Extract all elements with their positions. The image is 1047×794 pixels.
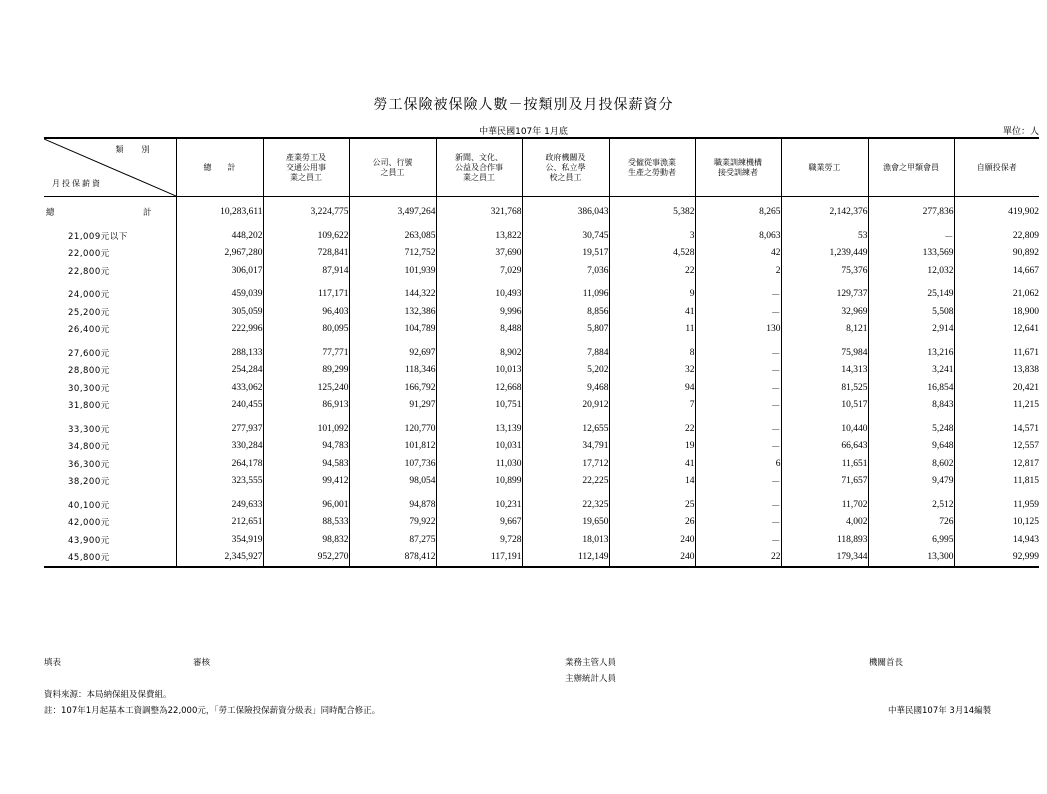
footer-supervisor: 業務主管人員	[565, 658, 617, 668]
row-label: 40,100元	[68, 500, 110, 511]
table-cell: 41	[609, 303, 695, 321]
table-cell: 9,468	[522, 379, 609, 397]
table-cell: 22,225	[522, 473, 609, 491]
table-cell: 96,403	[263, 303, 349, 321]
table-cell: 101,812	[349, 438, 436, 456]
table-cell: 20,421	[954, 379, 1039, 397]
row-label: 25,200元	[68, 307, 110, 318]
table-cell: 13,838	[954, 362, 1039, 380]
column-header: 新聞、文化、 公益及合作事 業之員工	[436, 138, 522, 197]
table-cell: 11,702	[781, 496, 868, 514]
table-row	[44, 549, 1039, 568]
table-cell: 94,878	[349, 496, 436, 514]
table-cell: 11,215	[954, 397, 1039, 415]
table-cell: 19,650	[522, 514, 609, 532]
table-cell: －	[695, 286, 781, 304]
table-cell: 90,892	[954, 245, 1039, 263]
table-cell: 10,899	[436, 473, 522, 491]
table-cell: －	[695, 531, 781, 549]
table-cell: 34,791	[522, 438, 609, 456]
table-cell: 30,745	[522, 227, 609, 245]
table-cell: 263,085	[349, 227, 436, 245]
table-cell: 22	[609, 262, 695, 280]
row-label: 45,800元	[44, 549, 176, 568]
table-cell: －	[695, 362, 781, 380]
row-label: 36,300元	[68, 459, 110, 470]
insured-persons-table	[44, 137, 1039, 568]
table-cell: 10,031	[436, 438, 522, 456]
table-cell: 7,029	[436, 262, 522, 280]
table-cell: 277,937	[176, 420, 263, 438]
table-cell: 12,668	[436, 379, 522, 397]
table-row	[44, 262, 1039, 280]
table-cell: 6	[695, 455, 781, 473]
table-cell: 81,525	[781, 379, 868, 397]
table-cell: 305,059	[176, 303, 263, 321]
table-cell: 112,149	[522, 549, 609, 568]
table-cell: 11,030	[436, 455, 522, 473]
table-row	[44, 344, 1039, 362]
table-cell: 32,969	[781, 303, 868, 321]
table-cell: 99,412	[263, 473, 349, 491]
column-header: 漁會之甲類會員	[868, 138, 954, 197]
table-cell: 109,622	[263, 227, 349, 245]
table-cell: 75,984	[781, 344, 868, 362]
table-cell: －	[868, 227, 954, 245]
table-cell: 13,822	[436, 227, 522, 245]
table-cell: 8,265	[695, 197, 781, 228]
table-cell: 18,900	[954, 303, 1039, 321]
table-cell: 9,728	[436, 531, 522, 549]
table-cell: 17,712	[522, 455, 609, 473]
table-cell: 10,283,611	[176, 197, 263, 228]
column-header: 自願投保者	[954, 138, 1039, 197]
table-cell: 118,346	[349, 362, 436, 380]
unit-label: 單位：人	[1002, 127, 1039, 137]
table-cell: 8,843	[868, 397, 954, 415]
table-cell: 92,999	[954, 549, 1039, 568]
table-cell: 2,345,927	[176, 549, 263, 568]
table-cell: 240,455	[176, 397, 263, 415]
table-row	[44, 303, 1039, 321]
table-cell: －	[695, 473, 781, 491]
table-cell: 10,013	[436, 362, 522, 380]
table-cell: 240	[609, 549, 695, 568]
table-cell: 240	[609, 531, 695, 549]
table-cell: －	[695, 420, 781, 438]
table-cell: 104,789	[349, 321, 436, 339]
table-row	[44, 227, 1039, 245]
table-cell: 79,922	[349, 514, 436, 532]
table-cell: 66,643	[781, 438, 868, 456]
footer-review: 審核	[193, 658, 211, 668]
table-cell: 32	[609, 362, 695, 380]
table-cell: 10,517	[781, 397, 868, 415]
header-row	[44, 138, 1039, 197]
table-cell: 878,412	[349, 549, 436, 568]
table-cell: 120,770	[349, 420, 436, 438]
table-cell: 117,191	[436, 549, 522, 568]
table-row	[44, 362, 1039, 380]
column-header: 總 計	[176, 138, 263, 197]
table-cell: 144,322	[349, 286, 436, 304]
table-cell: 2,512	[868, 496, 954, 514]
table-cell: 11,959	[954, 496, 1039, 514]
table-cell: 728,841	[263, 245, 349, 263]
table-cell: 2,142,376	[781, 197, 868, 228]
corner-bottom-label: 月投保薪資	[52, 179, 102, 188]
table-cell: 14,943	[954, 531, 1039, 549]
table-cell: －	[695, 344, 781, 362]
row-label: 21,009元以下	[68, 231, 128, 242]
column-header: 政府機關及 公、私立學 校之員工	[522, 138, 609, 197]
row-label: 30,300元	[68, 383, 110, 394]
table-cell: 277,836	[868, 197, 954, 228]
table-cell: 10,440	[781, 420, 868, 438]
total-row	[44, 197, 1039, 228]
table-cell: 101,939	[349, 262, 436, 280]
table-cell: 323,555	[176, 473, 263, 491]
table-cell: 98,054	[349, 473, 436, 491]
table-row	[44, 514, 1039, 532]
table-cell: 13,216	[868, 344, 954, 362]
table-cell: 179,344	[781, 549, 868, 568]
table-cell: 419,902	[954, 197, 1039, 228]
row-label	[44, 197, 176, 228]
row-label: 38,200元	[68, 477, 110, 488]
table-cell: 118,893	[781, 531, 868, 549]
table-cell: 952,270	[263, 549, 349, 568]
table-cell: 8,121	[781, 321, 868, 339]
column-header: 受僱從事漁業 生產之勞動者	[609, 138, 695, 197]
row-label: 28,800元	[68, 366, 110, 377]
row-label: 34,800元	[68, 442, 110, 453]
table-cell: 433,062	[176, 379, 263, 397]
table-cell: 10,751	[436, 397, 522, 415]
table-cell: 25	[609, 496, 695, 514]
table-cell: 75,376	[781, 262, 868, 280]
table-cell: 89,299	[263, 362, 349, 380]
table-cell: 14,571	[954, 420, 1039, 438]
table-cell: 12,557	[954, 438, 1039, 456]
table-cell: 8	[609, 344, 695, 362]
table-cell: 4,528	[609, 245, 695, 263]
table-cell: 22,325	[522, 496, 609, 514]
table-cell: 77,771	[263, 344, 349, 362]
table-cell: 9,648	[868, 438, 954, 456]
corner-header	[44, 138, 176, 197]
total-label-second: 計	[143, 208, 153, 218]
table-cell: 3,224,775	[263, 197, 349, 228]
row-label: 27,600元	[68, 348, 110, 359]
table-cell: 94,783	[263, 438, 349, 456]
table-cell: 11,671	[954, 344, 1039, 362]
table-cell: 2,967,280	[176, 245, 263, 263]
table-cell: 354,919	[176, 531, 263, 549]
table-cell: 264,178	[176, 455, 263, 473]
table-cell: 321,768	[436, 197, 522, 228]
table-cell: 80,095	[263, 321, 349, 339]
table-cell: 130	[695, 321, 781, 339]
table-cell: 726	[868, 514, 954, 532]
table-cell: 386,043	[522, 197, 609, 228]
table-row	[44, 379, 1039, 397]
row-label: 26,400元	[68, 325, 110, 336]
table-cell: 53	[781, 227, 868, 245]
table-cell: 22	[695, 549, 781, 568]
footer-chief: 機關首長	[869, 658, 904, 668]
table-cell: 86,913	[263, 397, 349, 415]
table-cell: 117,171	[263, 286, 349, 304]
table-cell: 8,063	[695, 227, 781, 245]
table-subtitle: 中華民國107年 1月底	[479, 127, 568, 137]
table-cell: 9	[609, 286, 695, 304]
table-cell: 712,752	[349, 245, 436, 263]
table-cell: 41	[609, 455, 695, 473]
table-row	[44, 321, 1039, 339]
total-label-first: 總	[46, 208, 56, 218]
column-header: 職業勞工	[781, 138, 868, 197]
table-cell: 2,914	[868, 321, 954, 339]
table-cell: 13,300	[868, 549, 954, 568]
table-cell: 94,583	[263, 455, 349, 473]
table-cell: 88,533	[263, 514, 349, 532]
table-cell: 3,241	[868, 362, 954, 380]
table-cell: 306,017	[176, 262, 263, 280]
table-cell: 42	[695, 245, 781, 263]
table-cell: 212,651	[176, 514, 263, 532]
column-header: 產業勞工及 交通公用事 業之員工	[263, 138, 349, 197]
table-cell: 101,092	[263, 420, 349, 438]
table-cell: 4,002	[781, 514, 868, 532]
row-label: 42,000元	[68, 518, 110, 529]
table-cell: 8,488	[436, 321, 522, 339]
table-cell: 22	[609, 420, 695, 438]
table-cell: 132,386	[349, 303, 436, 321]
row-label: 24,000元	[68, 290, 110, 301]
table-cell: 222,996	[176, 321, 263, 339]
table-cell: 5,382	[609, 197, 695, 228]
table-cell: 14,313	[781, 362, 868, 380]
table-cell: 11	[609, 321, 695, 339]
table-cell: 9,667	[436, 514, 522, 532]
table-row	[44, 420, 1039, 438]
table-cell: 5,202	[522, 362, 609, 380]
corner-top-label: 類別	[115, 145, 168, 154]
table-row	[44, 245, 1039, 263]
footer-date: 中華民國107年 3月14編製	[888, 706, 992, 716]
footer-fill: 填表	[44, 658, 62, 668]
table-row	[44, 496, 1039, 514]
table-cell: 12,032	[868, 262, 954, 280]
table-cell: 8,856	[522, 303, 609, 321]
table-cell: 91,297	[349, 397, 436, 415]
table-cell: 8,602	[868, 455, 954, 473]
row-label: 22,800元	[68, 266, 110, 277]
table-cell: 20,912	[522, 397, 609, 415]
table-row	[44, 397, 1039, 415]
table-cell: 6,995	[868, 531, 954, 549]
table-cell: 11,096	[522, 286, 609, 304]
table-cell: 5,508	[868, 303, 954, 321]
table-cell: 125,240	[263, 379, 349, 397]
table-cell: 1,239,449	[781, 245, 868, 263]
table-cell: 19,517	[522, 245, 609, 263]
row-label: 22,000元	[68, 249, 110, 260]
table-cell: 98,832	[263, 531, 349, 549]
table-cell: 26	[609, 514, 695, 532]
table-cell: 11,815	[954, 473, 1039, 491]
table-cell: 254,284	[176, 362, 263, 380]
row-label: 33,300元	[68, 424, 110, 435]
table-cell: 12,641	[954, 321, 1039, 339]
table-cell: 129,737	[781, 286, 868, 304]
table-cell: －	[695, 303, 781, 321]
column-header: 公司、行號 之員工	[349, 138, 436, 197]
table-cell: 9,996	[436, 303, 522, 321]
table-cell: 92,697	[349, 344, 436, 362]
table-cell: 14,667	[954, 262, 1039, 280]
table-cell: 7	[609, 397, 695, 415]
table-cell: 133,569	[868, 245, 954, 263]
column-header: 職業訓練機構 接受訓練者	[695, 138, 781, 197]
table-cell: 7,884	[522, 344, 609, 362]
table-cell: 288,133	[176, 344, 263, 362]
row-label: 31,800元	[68, 401, 110, 412]
table-body	[44, 197, 1039, 568]
table-cell: －	[695, 496, 781, 514]
table-cell: 10,493	[436, 286, 522, 304]
table-cell: 10,231	[436, 496, 522, 514]
table-cell: 16,854	[868, 379, 954, 397]
table-row	[44, 473, 1039, 491]
table-cell: 459,039	[176, 286, 263, 304]
table-cell: 8,902	[436, 344, 522, 362]
table-title: 勞工保險被保險人數－按類別及月投保薪資分	[373, 97, 674, 113]
table-cell: 87,275	[349, 531, 436, 549]
table-cell: 18,013	[522, 531, 609, 549]
table-cell: 94	[609, 379, 695, 397]
table-cell: －	[695, 514, 781, 532]
table-row	[44, 455, 1039, 473]
table-cell: 249,633	[176, 496, 263, 514]
table-cell: 2	[695, 262, 781, 280]
table-cell: 12,817	[954, 455, 1039, 473]
table-cell: 7,036	[522, 262, 609, 280]
row-label: 43,900元	[68, 535, 110, 546]
table-cell: 5,807	[522, 321, 609, 339]
table-cell: 12,655	[522, 420, 609, 438]
table-row	[44, 438, 1039, 456]
table-cell: 3,497,264	[349, 197, 436, 228]
table-cell: 96,001	[263, 496, 349, 514]
table-cell: 9,479	[868, 473, 954, 491]
table-cell: 22,809	[954, 227, 1039, 245]
footer-source: 資料來源：本局納保組及保費組。	[44, 690, 172, 700]
table-cell: 13,139	[436, 420, 522, 438]
table-row	[44, 531, 1039, 549]
table-cell: －	[695, 379, 781, 397]
footer-note: 註：107年1月起基本工資調整為22,000元，「勞工保險投保薪資分級表」同時配合修正。	[44, 706, 381, 716]
table-cell: 11,651	[781, 455, 868, 473]
table-cell: 19	[609, 438, 695, 456]
table-cell: 21,062	[954, 286, 1039, 304]
table-cell: 448,202	[176, 227, 263, 245]
table-cell: 107,736	[349, 455, 436, 473]
table-cell: 14	[609, 473, 695, 491]
table-cell: 87,914	[263, 262, 349, 280]
table-cell: 71,657	[781, 473, 868, 491]
footer-stats: 主辦統計人員	[565, 674, 617, 684]
table-cell: －	[695, 438, 781, 456]
table-cell: 330,284	[176, 438, 263, 456]
table-cell: 3	[609, 227, 695, 245]
table-cell: 166,792	[349, 379, 436, 397]
table-cell: 10,125	[954, 514, 1039, 532]
table-cell: 37,690	[436, 245, 522, 263]
table-cell: 25,149	[868, 286, 954, 304]
table-row	[44, 286, 1039, 304]
table-cell: －	[695, 397, 781, 415]
table-cell: 5,248	[868, 420, 954, 438]
